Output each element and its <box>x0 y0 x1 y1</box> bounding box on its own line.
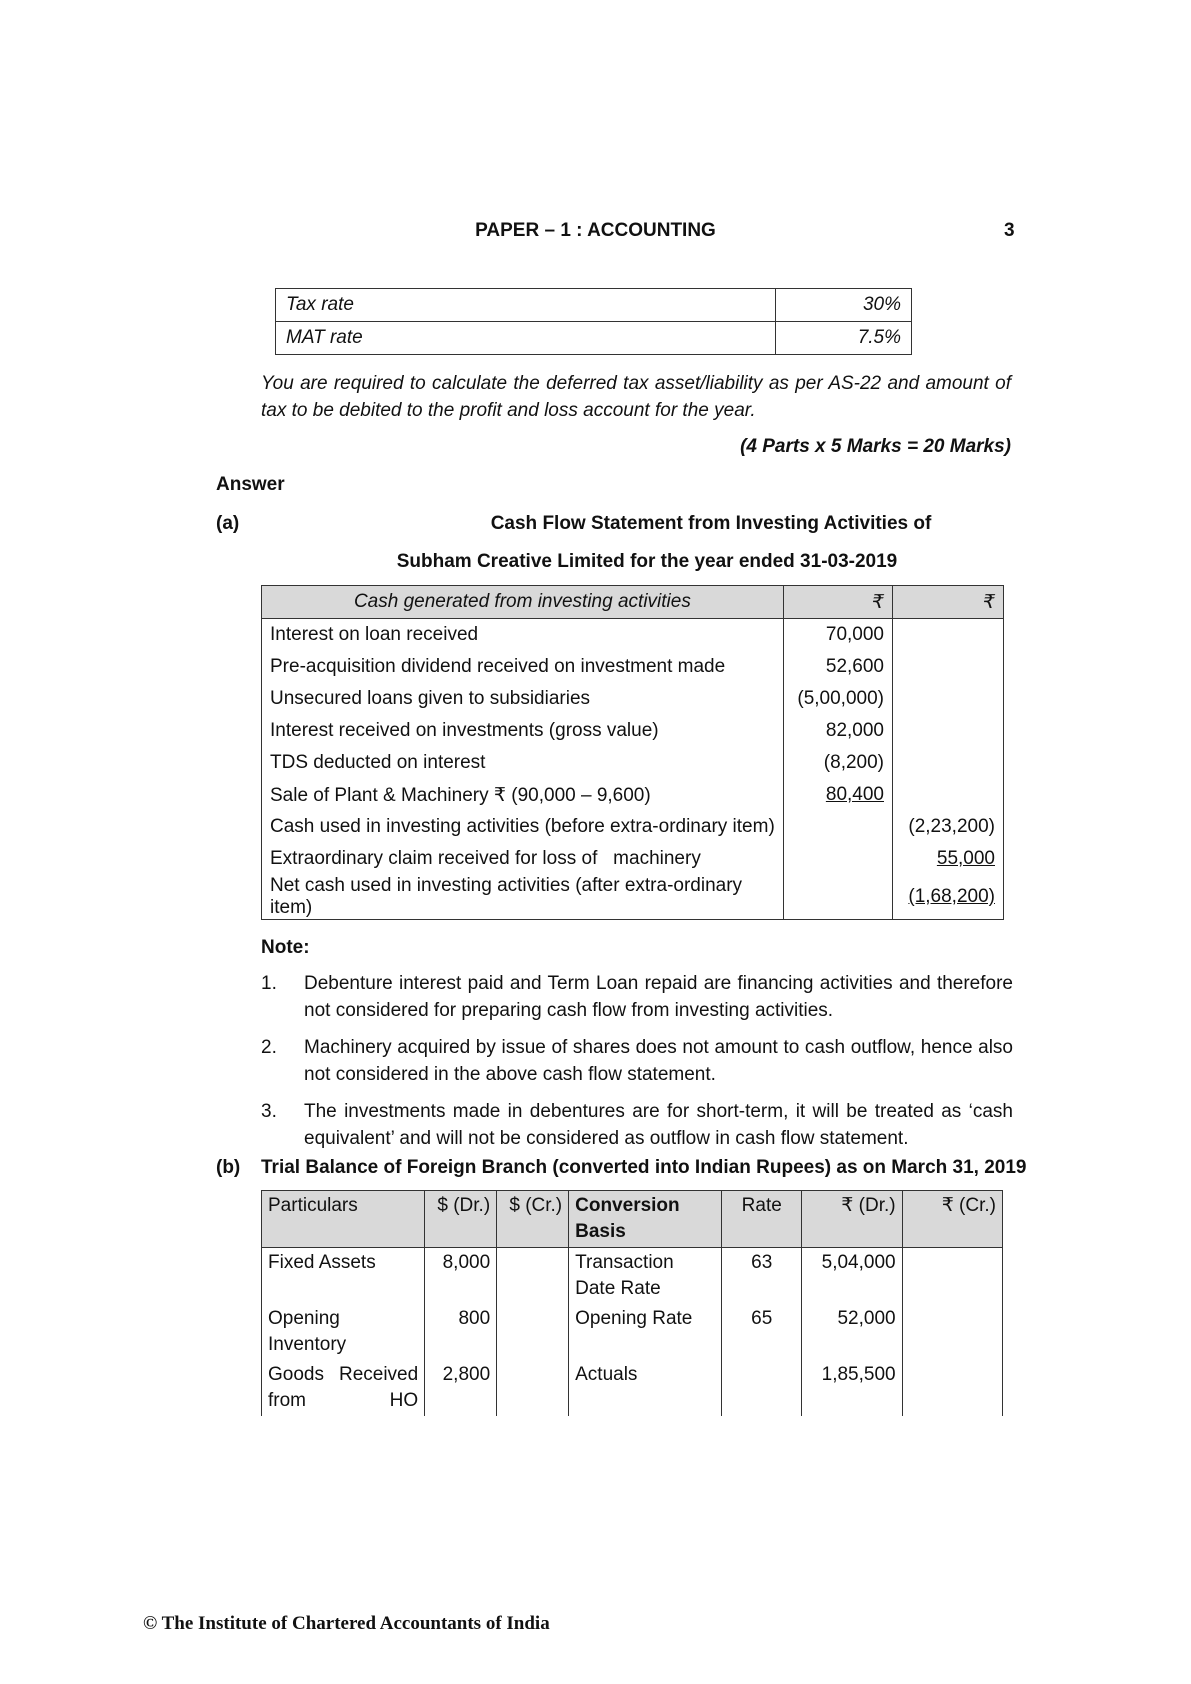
table-row <box>262 747 1004 779</box>
table-cell <box>497 1304 569 1360</box>
table-cell: 2,800 <box>425 1360 497 1416</box>
particular-cell: Net cash used in investing activities (after extra-ordinary item) <box>262 875 784 920</box>
column-header: Rate <box>722 1191 802 1248</box>
table-cell: Fixed Assets <box>262 1248 425 1305</box>
amount-cell <box>893 779 1004 811</box>
table-row <box>262 875 1004 920</box>
table-cell: MAT rate <box>276 322 776 355</box>
table-row <box>262 619 1004 652</box>
amount-cell <box>893 747 1004 779</box>
part-b-label: (b) <box>216 1157 241 1178</box>
amount-cell: 52,600 <box>783 651 892 683</box>
column-header: $ (Cr.) <box>497 1191 569 1248</box>
table-cell: 65 <box>722 1304 802 1360</box>
table-cell: 8,000 <box>425 1248 497 1305</box>
table-cell: Goods Received from HO <box>262 1360 425 1416</box>
amount-cell: 70,000 <box>783 619 892 652</box>
table-cell: 52,000 <box>802 1304 902 1360</box>
table-cell: 800 <box>425 1304 497 1360</box>
table-row <box>262 811 1004 843</box>
table-cell: 63 <box>722 1248 802 1305</box>
table-row <box>276 289 912 322</box>
note-heading: Note: <box>261 937 310 958</box>
table-row <box>262 651 1004 683</box>
note-number: 3. <box>261 1101 277 1122</box>
column-header: ₹ <box>893 586 1004 619</box>
table-row <box>262 779 1004 811</box>
list-item <box>261 970 1013 1024</box>
amount-cell: (2,23,200) <box>893 811 1004 843</box>
table-row <box>262 1360 1003 1416</box>
cash-flow-subtitle: Subham Creative Limited for the year ended 31-03-2019 <box>396 551 898 572</box>
column-header: Conversion Basis <box>569 1191 722 1248</box>
particular-cell: Unsecured loans given to subsidiaries <box>262 683 784 715</box>
amount-cell <box>893 619 1004 652</box>
amount-cell <box>893 715 1004 747</box>
amount-cell: 55,000 <box>893 843 1004 875</box>
table-cell <box>722 1360 802 1416</box>
trial-balance-title: Trial Balance of Foreign Branch (converted into Indian Rupees) as on March 31, 2019 <box>261 1157 1027 1178</box>
column-header: $ (Dr.) <box>425 1191 497 1248</box>
table-cell <box>497 1360 569 1416</box>
table-cell: Transaction Date Rate <box>569 1248 722 1305</box>
particular-cell: Interest on loan received <box>262 619 784 652</box>
column-header: ₹ (Dr.) <box>802 1191 902 1248</box>
particular-cell: Extraordinary claim received for loss of machinery <box>262 843 784 875</box>
copyright-footer: © The Institute of Chartered Accountants of India <box>143 1613 550 1634</box>
list-item <box>261 1034 1013 1088</box>
particular-cell: Pre-acquisition dividend received on investment made <box>262 651 784 683</box>
column-header: Particulars <box>262 1191 425 1248</box>
note-number: 2. <box>261 1037 277 1058</box>
note-number: 1. <box>261 973 277 994</box>
table-cell: 5,04,000 <box>802 1248 902 1305</box>
table-cell <box>497 1248 569 1305</box>
note-text: Machinery acquired by issue of shares does not amount to cash outflow, hence also not considered in the above cash flow statement. <box>304 1037 1013 1085</box>
particular-cell: Interest received on investments (gross value) <box>262 715 784 747</box>
table-cell <box>902 1248 1002 1305</box>
table-row <box>276 322 912 355</box>
trial-balance-table <box>261 1190 1003 1416</box>
notes-list <box>261 970 1013 1162</box>
marks-label: (4 Parts x 5 Marks = 20 Marks) <box>740 436 1011 457</box>
amount-cell <box>783 811 892 843</box>
note-text: The investments made in debentures are for short-term, it will be treated as ‘cash equivalent’ and will not be considered as outflow in cash flow statement. <box>304 1101 1013 1149</box>
table-row <box>262 1248 1003 1305</box>
amount-cell <box>783 843 892 875</box>
table-cell: Opening Rate <box>569 1304 722 1360</box>
page-number: 3 <box>1004 220 1015 241</box>
amount-cell <box>893 683 1004 715</box>
table-cell <box>902 1304 1002 1360</box>
part-a-label: (a) <box>216 513 240 534</box>
table-row <box>262 683 1004 715</box>
column-header: Cash generated from investing activities <box>262 586 784 619</box>
column-header: ₹ (Cr.) <box>902 1191 1002 1248</box>
table-cell <box>902 1360 1002 1416</box>
amount-cell <box>783 875 892 920</box>
particular-cell: Cash used in investing activities (before extra-ordinary item) <box>262 811 784 843</box>
amount-cell: (5,00,000) <box>783 683 892 715</box>
table-cell: Tax rate <box>276 289 776 322</box>
table-row <box>262 715 1004 747</box>
table-row <box>262 843 1004 875</box>
amount-cell: 82,000 <box>783 715 892 747</box>
tax-rate-table <box>275 288 912 355</box>
table-cell: 7.5% <box>776 322 912 355</box>
particular-cell: TDS deducted on interest <box>262 747 784 779</box>
table-header-row <box>262 1191 1003 1248</box>
table-cell: Opening Inventory <box>262 1304 425 1360</box>
list-item <box>261 1098 1013 1152</box>
table-cell: Actuals <box>569 1360 722 1416</box>
particular-cell: Sale of Plant & Machinery ₹ (90,000 – 9,600) <box>262 779 784 811</box>
table-cell: 30% <box>776 289 912 322</box>
amount-cell: 80,400 <box>783 779 892 811</box>
question-text: You are required to calculate the deferred tax asset/liability as per AS-22 and amount of tax to be debited to the profit and loss account for the year. <box>261 373 1011 421</box>
answer-heading: Answer <box>216 474 285 495</box>
amount-cell: (8,200) <box>783 747 892 779</box>
note-text: Debenture interest paid and Term Loan repaid are financing activities and therefore not considered for preparing cash flow from investing activities. <box>304 973 1013 1021</box>
cash-flow-table <box>261 585 1004 920</box>
amount-cell: (1,68,200) <box>893 875 1004 920</box>
table-header-row <box>262 586 1004 619</box>
column-header: ₹ <box>783 586 892 619</box>
table-cell: 1,85,500 <box>802 1360 902 1416</box>
table-row <box>262 1304 1003 1360</box>
amount-cell <box>893 651 1004 683</box>
cash-flow-title: Cash Flow Statement from Investing Activities of <box>490 513 932 534</box>
page-header-title: PAPER – 1 : ACCOUNTING <box>475 220 716 241</box>
